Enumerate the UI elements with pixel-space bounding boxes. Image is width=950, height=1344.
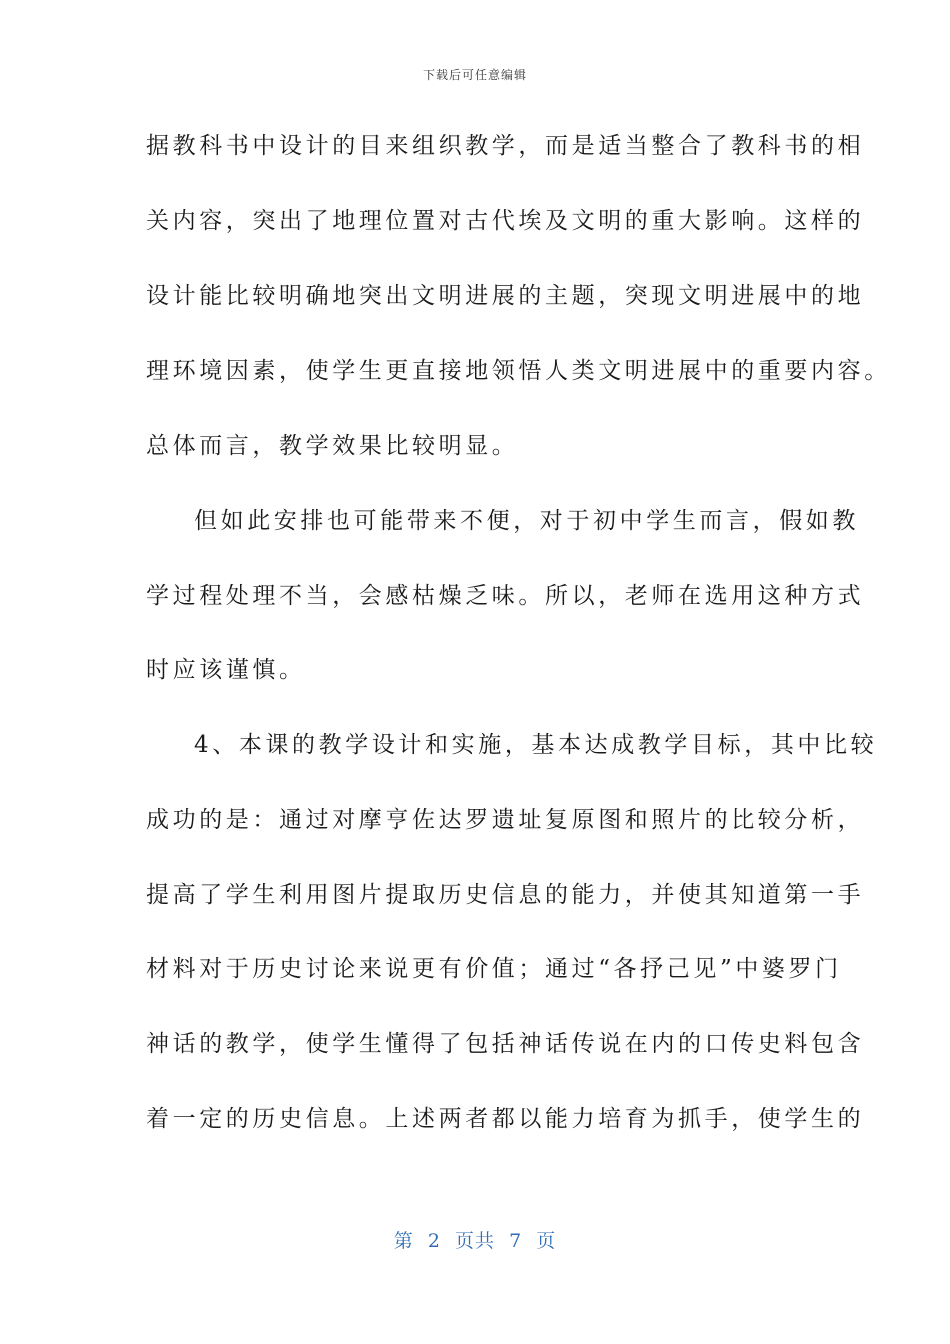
- text-line: 着一定的历史信息。上述两者都以能力培育为抓手，使学生的: [146, 1106, 865, 1132]
- page-footer-page-number: 第 2 页共 7 页: [393, 1230, 557, 1252]
- text-line: 但如此安排也可能带来不便，对于初中学生而言，假如教: [194, 508, 859, 534]
- text-line: 据教科书中设计的目来组织教学，而是适当整合了教科书的相: [146, 133, 865, 159]
- text-line: 理环境因素，使学生更直接地领悟人类文明进展中的重要内容。: [146, 358, 891, 384]
- text-line: 设计能比较明确地突出文明进展的主题，突现文明进展中的地: [146, 283, 865, 309]
- text-line: 关内容，突出了地理位置对古代埃及文明的重大影响。这样的: [146, 208, 865, 234]
- text-line: 神话的教学，使学生懂得了包括神话传说在内的口传史料包含: [146, 1031, 865, 1057]
- text-line: 学过程处理不当，会感枯燥乏味。所以，老师在选用这种方式: [146, 583, 865, 609]
- page-header: 下载后可任意编辑: [422, 68, 527, 82]
- text-line: 材料对于历史讨论来说更有价值；通过“各抒己见”中婆罗门: [146, 956, 842, 982]
- text-line: 4、本课的教学设计和实施，基本达成教学目标，其中比较: [194, 732, 878, 758]
- text-line: 时应该谨慎。: [146, 657, 306, 683]
- text-line: 成功的是：通过对摩亨佐达罗遗址复原图和照片的比较分析，: [146, 807, 865, 833]
- text-line: 总体而言，教学效果比较明显。: [146, 433, 519, 459]
- text-line: 提高了学生利用图片提取历史信息的能力，并使其知道第一手: [146, 882, 865, 908]
